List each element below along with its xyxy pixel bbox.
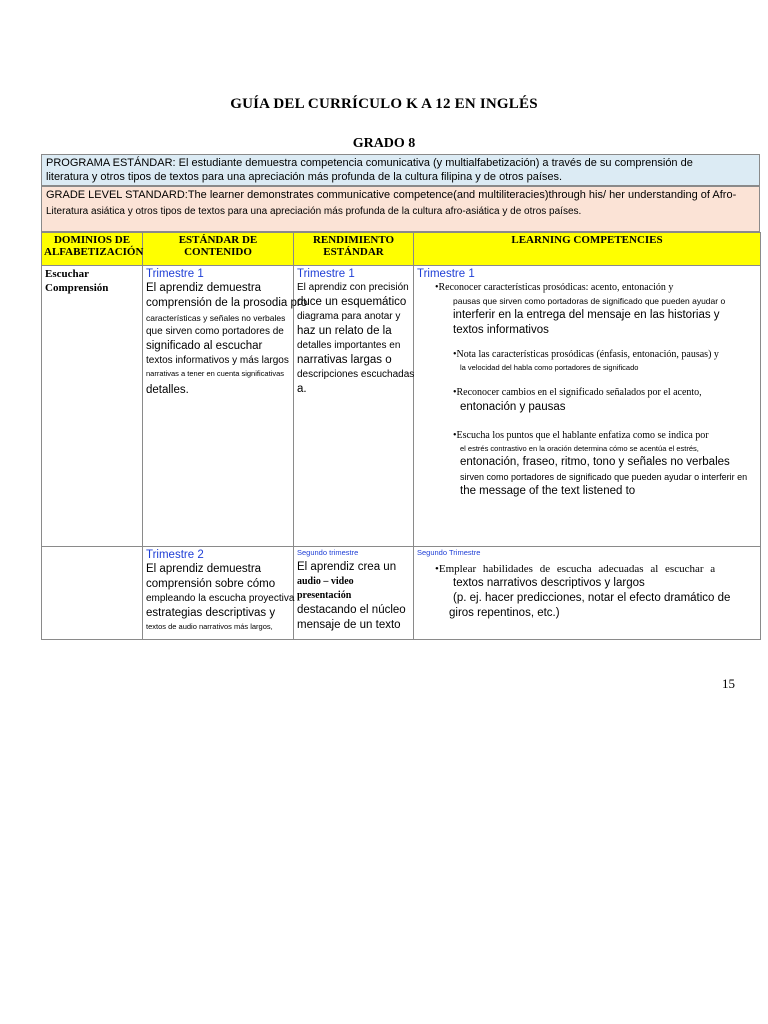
competency-line: •Emplear habilidades de escucha adecuadas al escuchar a	[435, 563, 716, 575]
content-line: El aprendiz demuestra	[146, 563, 262, 575]
content-line: comprensión sobre cómo	[146, 578, 276, 590]
term-label: Trimestre 1	[417, 268, 475, 280]
content-standard-cell	[143, 547, 294, 640]
table-row	[42, 547, 761, 640]
domain-cell	[42, 547, 143, 640]
content-line: narrativas a tener en cuenta significativas	[146, 369, 284, 378]
content-line: detalles.	[146, 384, 189, 396]
competency-line: interferir en la entrega del mensaje en las historias y	[453, 309, 720, 321]
competency-line: pausas que sirven como portadoras de significado que pueden ayudar o	[453, 296, 726, 306]
curriculum-table	[41, 232, 761, 640]
header-competencies: LEARNING COMPETENCIES	[414, 233, 761, 266]
term-label: Segundo Trimestre	[417, 548, 481, 557]
header-content-standard: ESTÁNDAR DE CONTENIDO	[143, 233, 294, 266]
grade-level-standard-line-2: Literatura asiática y otros tipos de textos para una apreciación más profunda de la cultura afro-asiática y de otros países.	[46, 206, 582, 217]
performance-standard-cell	[294, 266, 414, 547]
competency-line: textos informativos	[453, 324, 549, 336]
header-domain: DOMINIOS DE ALFABETIZACIÓN	[42, 233, 143, 266]
content-line: significado al escuchar	[146, 340, 263, 352]
competency-line: •Nota las características prosódicas (énfasis, entonación, pausas) y	[453, 349, 719, 360]
content-line: características y señales no verbales	[146, 313, 286, 323]
performance-line: diagrama para anotar y	[297, 311, 401, 322]
competency-line: sirven como portadores de significado que pueden ayudar o interferir en	[460, 472, 748, 482]
grade-heading: GRADO 8	[352, 136, 416, 151]
performance-line: destacando el núcleo	[297, 604, 406, 616]
competency-line: giros repentinos, etc.)	[449, 607, 560, 619]
header-performance-standard: RENDIMIENTO ESTÁNDAR	[294, 233, 414, 266]
performance-line: audio – video	[297, 576, 354, 587]
table-header-row	[42, 233, 761, 266]
competency-line: •Escucha los puntos que el hablante enfatiza como se indica por	[453, 430, 709, 441]
content-standard-cell	[143, 266, 308, 547]
term-label: Trimestre 1	[297, 268, 355, 280]
performance-line: narrativas largas o	[297, 354, 392, 366]
content-line: textos informativos y más largos	[146, 355, 289, 366]
content-line: que sirven como portadores de	[146, 326, 284, 337]
grade-level-standard-box	[41, 186, 760, 232]
competencies-cell	[414, 266, 761, 547]
performance-line: haz un relato de la	[297, 325, 392, 337]
performance-line: descripciones escuchadas	[297, 369, 415, 380]
content-line: empleando la escucha proyectiva	[146, 593, 295, 604]
domain-line-1: Escuchar	[45, 268, 89, 280]
performance-line: a.	[297, 383, 307, 395]
competency-line: entonación, fraseo, ritmo, tono y señales no verbales	[460, 456, 730, 468]
competency-line: •Reconocer cambios en el significado señalados por el acento,	[453, 387, 702, 398]
competency-line: entonación y pausas	[460, 401, 566, 413]
domain-cell	[42, 266, 143, 547]
performance-line: El aprendiz crea un	[297, 561, 397, 573]
content-line: El aprendiz demuestra	[146, 282, 262, 294]
content-line: estrategias descriptivas y	[146, 607, 276, 619]
performance-line: detalles importantes en	[297, 340, 401, 351]
content-line: comprensión de la prosodia pro	[146, 297, 308, 309]
document-title: GUÍA DEL CURRÍCULO K A 12 EN INGLÉS	[230, 96, 538, 112]
competency-line: el estrés contrastivo en la oración determina cómo se acentúa el estrés,	[460, 444, 699, 453]
term-label: Trimestre 1	[146, 268, 204, 280]
table-row	[42, 266, 761, 547]
competency-line: textos narrativos descriptivos y largos	[453, 577, 645, 589]
competency-line: •Reconocer características prosódicas: acento, entonación y	[435, 282, 674, 293]
competency-line: (p. ej. hacer predicciones, notar el efecto dramático de	[453, 592, 731, 604]
performance-line: mensaje de un texto	[297, 619, 401, 631]
program-standard-line-2: literatura y otros tipos de textos para una apreciación más profunda de la cultura filipina y de otros países.	[46, 171, 563, 183]
competencies-cell	[414, 547, 761, 640]
program-standard-line-1: PROGRAMA ESTÁNDAR: El estudiante demuestra competencia comunicativa (y multialfabetización) a través de su comprensión de	[46, 157, 693, 169]
content-line: textos de audio narrativos más largos,	[146, 622, 273, 631]
domain-line-2: Comprensión	[45, 282, 109, 294]
performance-line: El aprendiz con precisión	[297, 282, 409, 293]
term-label: Trimestre 2	[146, 549, 204, 561]
performance-standard-cell	[294, 547, 414, 640]
term-label: Segundo trimestre	[297, 548, 359, 557]
grade-level-standard-line-1: GRADE LEVEL STANDARD:The learner demonstrates communicative competence(and multiliteracies)through his/ her understanding of Afro-	[46, 189, 737, 201]
program-standard-box	[41, 154, 760, 186]
competency-line: la velocidad del habla como portadores de significado	[460, 363, 639, 372]
competency-line: the message of the text listened to	[460, 485, 636, 497]
performance-line: duce un esquemático	[297, 296, 407, 308]
page-number: 15	[722, 676, 735, 691]
performance-line: presentación	[297, 590, 352, 601]
